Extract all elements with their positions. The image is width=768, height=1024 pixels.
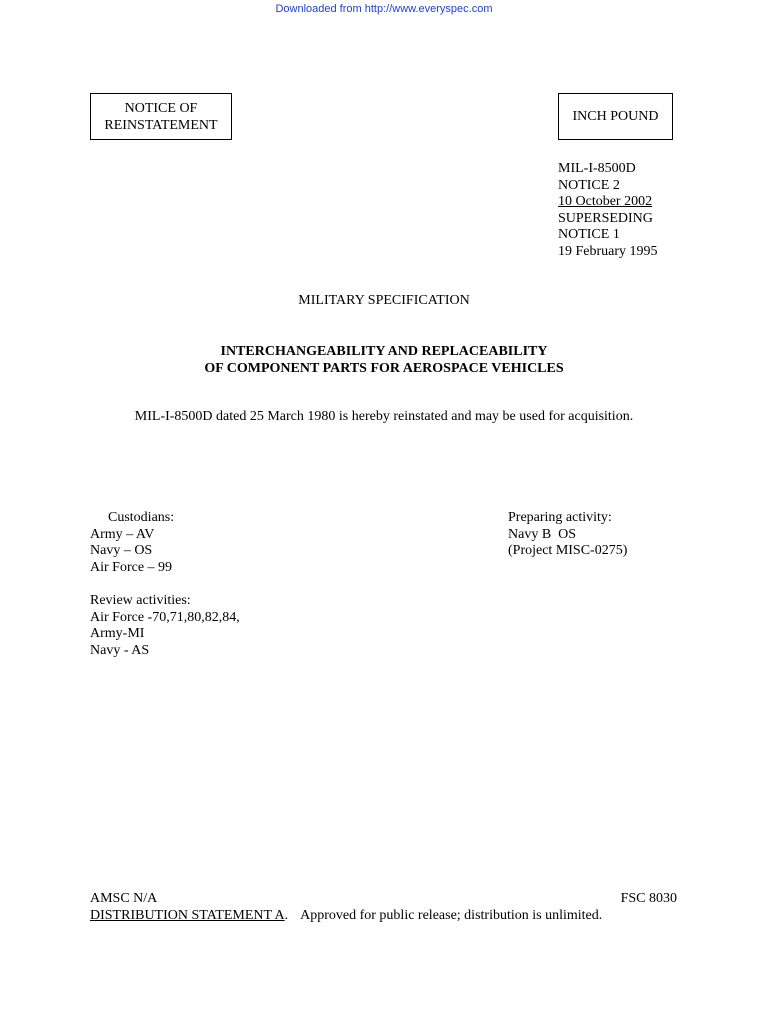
fsc-code: FSC 8030 <box>620 891 677 906</box>
review-activity-item: Navy - AS <box>90 642 150 658</box>
document-title <box>0 344 768 377</box>
custodian-item: Army – AV <box>90 526 155 542</box>
prior-notice-number: NOTICE 1 <box>558 227 620 243</box>
custodians-block <box>90 510 174 576</box>
notice-of-reinstatement-box <box>90 93 232 140</box>
download-banner-link[interactable]: Downloaded from http://www.everyspec.com <box>275 3 493 15</box>
preparing-project-number: (Project MISC-0275) <box>508 543 628 559</box>
title-line-2: OF COMPONENT PARTS FOR AEROSPACE VEHICLES <box>204 360 564 376</box>
reinstatement-statement: MIL-I-8500D dated 25 March 1980 is hereby reinstated and may be used for acquisition. <box>134 409 634 424</box>
review-activity-item: Air Force -70,71,80,82,84, <box>90 609 240 625</box>
review-activity-item: Army-MI <box>90 626 145 642</box>
preparing-activity-block <box>508 510 627 560</box>
document-number: MIL-I-8500D <box>558 161 636 176</box>
custodian-item: Air Force – 99 <box>90 559 173 575</box>
specification-type: MILITARY SPECIFICATION <box>298 293 470 308</box>
preparing-activity-heading: Preparing activity: <box>508 510 612 525</box>
notice-box-line-1: NOTICE OF <box>124 100 198 116</box>
notice-number: NOTICE 2 <box>558 177 620 193</box>
distribution-statement-label: DISTRIBUTION STATEMENT A <box>90 908 285 923</box>
custodians-heading: Custodians: <box>108 510 175 525</box>
distribution-statement-text: Approved for public release; distribution is unlimited. <box>300 908 603 923</box>
review-activities-block <box>90 593 240 659</box>
amsc-code: AMSC N/A <box>90 891 158 906</box>
superseding-label: SUPERSEDING <box>558 210 653 226</box>
inch-pound-box <box>558 93 673 140</box>
review-activities-heading: Review activities: <box>90 593 191 608</box>
distribution-statement-period: . <box>284 908 289 923</box>
prior-notice-date: 19 February 1995 <box>558 243 658 259</box>
notice-box-line-2: REINSTATEMENT <box>104 117 218 133</box>
preparing-activity-name: Navy B OS <box>508 526 577 542</box>
title-line-1: INTERCHANGEABILITY AND REPLACEABILITY <box>220 344 548 359</box>
distribution-statement <box>90 908 602 925</box>
units-label: INCH POUND <box>572 109 659 124</box>
document-identifier-block <box>558 161 658 261</box>
custodian-item: Navy – OS <box>90 543 153 559</box>
notice-date: 10 October 2002 <box>558 194 653 210</box>
